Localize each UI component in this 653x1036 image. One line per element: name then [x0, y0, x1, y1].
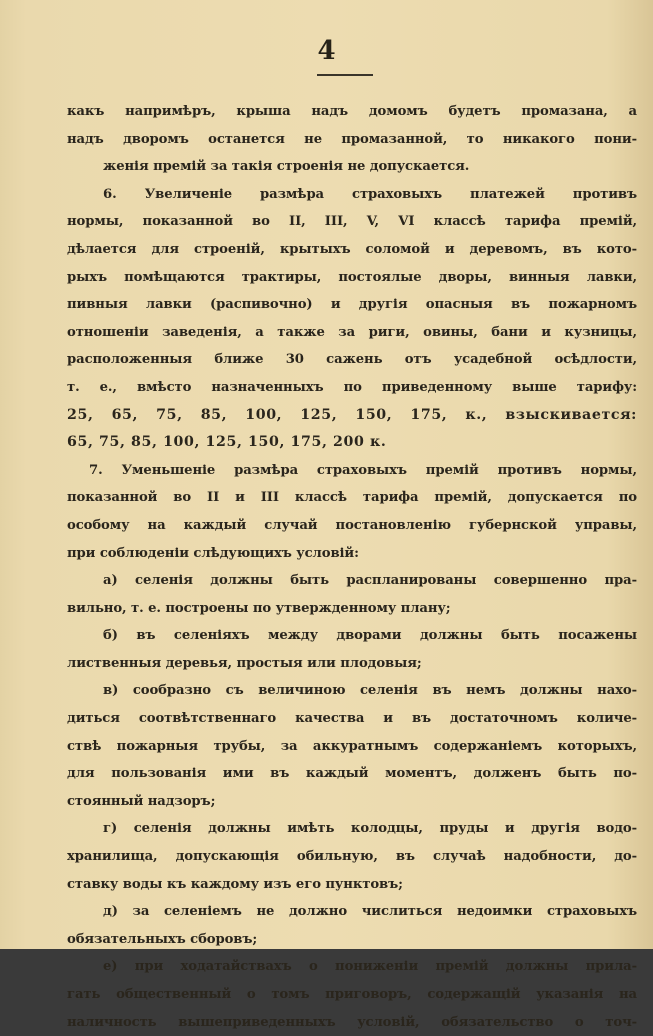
text-line: женія премій за такія строенія не допускается. — [103, 159, 470, 175]
text-line: хранилища, допускающія обильную, въ случаѣ надобности, до- — [67, 849, 637, 865]
text-line: особому на каждый случай постановленію губернской управы, — [67, 517, 637, 533]
text-line: нормы, показанной во II, III, V, VI классѣ тарифа премій, — [67, 214, 637, 230]
text-line: ставку воды къ каждому изъ его пунктовъ; — [67, 876, 403, 892]
text-line: лиственныя деревья, простыя или плодовыя; — [67, 655, 422, 671]
text-line: 7. Уменьшеніе размѣра страховыхъ премій противъ нормы, — [89, 462, 637, 478]
text-line: стоянный надзоръ; — [67, 793, 216, 809]
text-line: ствѣ пожарныя трубы, за аккуратнымъ содержаніемъ которыхъ, — [67, 738, 637, 754]
text-line: д) за селеніемъ не должно числиться недоимки страховыхъ — [103, 904, 637, 920]
text-line: в) сообразно съ величиною селенія въ немъ должны нахо- — [103, 683, 637, 699]
text-line: пивныя лавки (распивочно) и другія опасныя въ пожарномъ — [67, 297, 637, 313]
text-line: т. е., вмѣсто назначенныхъ по приведенному выше тарифу: — [67, 379, 637, 395]
text-line: рыхъ помѣщаются трактиры, постоялые дворы, винныя лавки, — [67, 269, 637, 285]
text-line: вильно, т. е. построены по утвержденному плану; — [67, 600, 451, 616]
text-line: обязательныхъ сборовъ; — [67, 931, 258, 947]
text-line: г) селенія должны имѣть колодцы, пруды и другія водо- — [103, 821, 637, 837]
text-line: показанной во II и III классѣ тарифа премій, допускается по — [67, 490, 637, 506]
text-line: а) селенія должны быть распланированы совершенно пра- — [103, 573, 637, 589]
text-line: б) въ селеніяхъ между дворами должны быть посажены — [103, 628, 637, 644]
text-line: гать общественный о томъ приговоръ, содержащій указанія на — [67, 987, 637, 1002]
text-line: диться соотвѣтственнаго качества и въ достаточномъ количе- — [67, 711, 637, 727]
text-line: при соблюденіи слѣдующихъ условій: — [67, 545, 359, 561]
text-line: какъ напримѣръ, крыша надъ домомъ будетъ промазана, а — [67, 104, 637, 119]
body-text — [67, 98, 637, 1036]
text-line: надъ дворомъ останется не промазанной, то никакого пони- — [67, 131, 637, 147]
text-line: 25, 65, 75, 85, 100, 125, 150, 175, к., взыскивается: — [67, 406, 637, 423]
text-line: наличность вышеприведенныхъ условій, обязательство о точ- — [67, 1014, 637, 1030]
text-line: расположенныя ближе 30 сажень отъ усадебной осѣдлости, — [67, 352, 637, 368]
text-line: е) при ходатайствахъ о пониженіи премій должны прила- — [103, 959, 637, 975]
page-number-rule — [317, 74, 373, 76]
text-line: для пользованія ими въ каждый моментъ, долженъ быть по- — [67, 766, 637, 782]
text-line: дѣлается для строеній, крытыхъ соломой и деревомъ, въ кото- — [67, 241, 637, 257]
text-line: 6. Увеличеніе размѣра страховыхъ платежей противъ — [103, 186, 637, 202]
text-line: отношеніи заведенія, а также за риги, овины, бани и кузницы, — [67, 324, 637, 340]
text-line: 65, 75, 85, 100, 125, 150, 175, 200 к. — [67, 434, 387, 451]
page-number: 4 — [317, 36, 336, 66]
